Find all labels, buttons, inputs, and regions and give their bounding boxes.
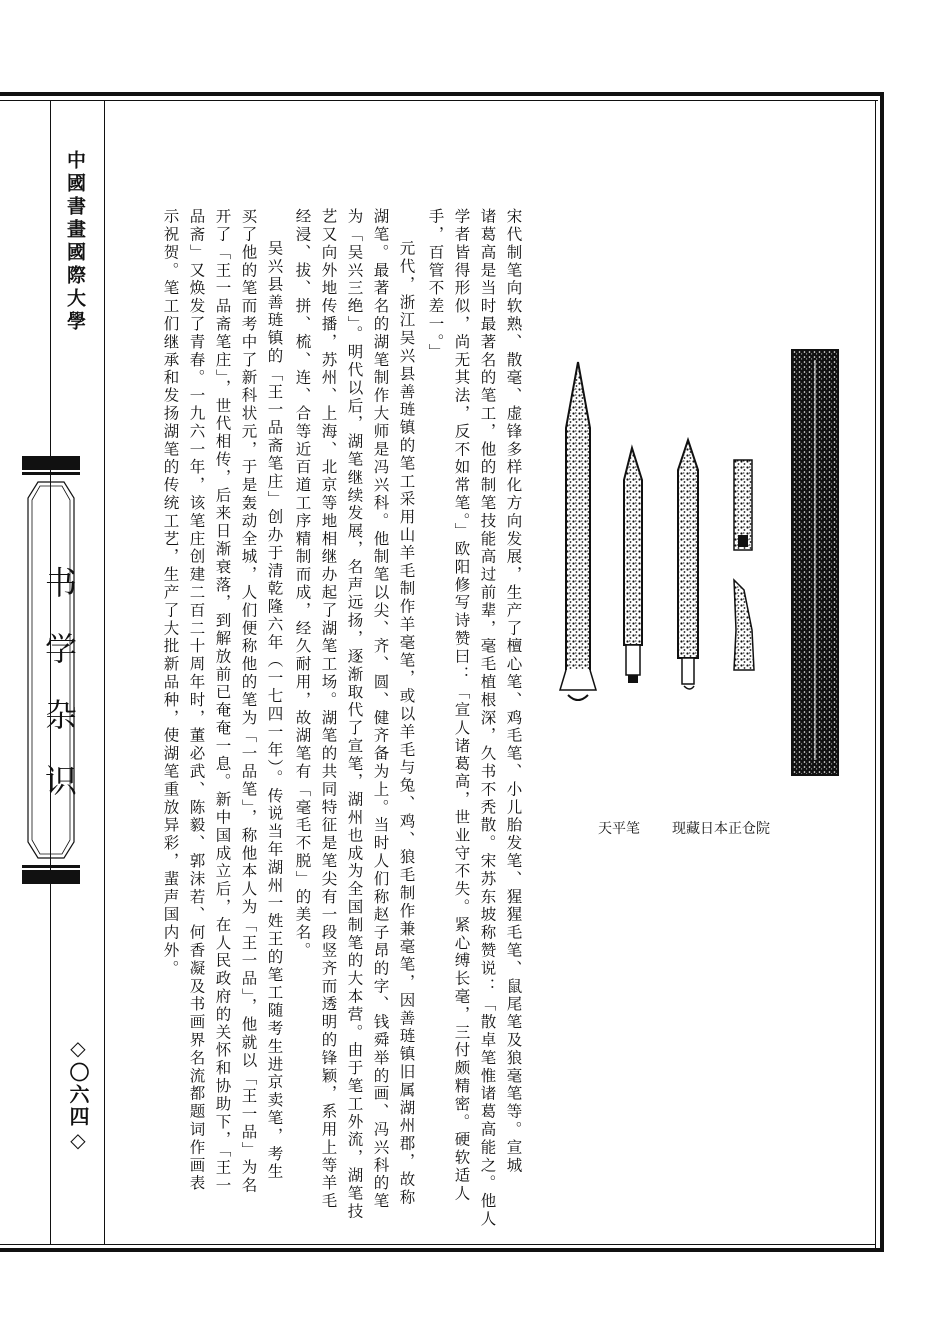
- text-column-13: 品斋」又焕发了青春。一九六一年，该笔庄创建二百二十周年时，董必武、陈毅、郭沫若、何香凝及书画界名流都题词作画表: [187, 208, 206, 1193]
- page-number: ◇〇六四◇: [66, 1036, 90, 1154]
- box-bar-bottom-thin: [22, 865, 80, 868]
- box-bar-bottom: [22, 870, 80, 884]
- brush-1: [560, 362, 596, 700]
- text-column-10: 吴兴县善琏镇的「王一品斋笔庄」创办于清乾隆六年（一七四一年）。传说当年湖州一姓王的笔工随考生进京卖笔，考生: [265, 240, 284, 1181]
- gutter-rule-right: [104, 100, 105, 1244]
- text-column-2: 诸葛高是当时最著名的笔工，他的制笔技能高过前辈，毫毛植根深，久书不秃散。宋苏东坡称赞说：「散卓笔惟诸葛高能之。他人: [478, 208, 497, 1229]
- section-title: 书学杂识: [40, 566, 78, 830]
- box-bar-top: [22, 456, 80, 470]
- text-column-6: 湖笔。最著名的湖笔制作大师是冯兴科。他制笔以尖、齐、圆、健齐备为上。当时人们称赵子昂的字、钱舜举的画、冯兴科的笔: [371, 208, 390, 1211]
- university-name: 中國書畫國際大學: [64, 150, 86, 334]
- frame-right-rule-thin: [875, 100, 876, 1248]
- frame-bottom-rule: [0, 1248, 884, 1252]
- text-column-9: 经浸、拔、拼、梳、连、合等近百道工序精制而成，经久耐用，故湖笔有「毫毛不脱」的美名。: [293, 208, 312, 960]
- box-bar-top-thin: [22, 472, 80, 475]
- frame-right-rule: [880, 92, 884, 1252]
- frame-top-rule-thin: [0, 100, 878, 101]
- text-column-1: 宋代制笔向软熟、散毫、虚锋多样化方向发展，生产了檀心笔、鸡毛笔、小儿胎发笔、猩猩毛笔、鼠尾笔及狼毫笔等。宣城: [504, 208, 523, 1175]
- text-column-8: 艺又向外地传播，苏州、上海、北京等地相继办起了湖笔工场。湖笔的共同特征是笔尖有一段竖齐而透明的锋颖，系用上等羊毛: [319, 208, 338, 1211]
- brush-4: [734, 460, 754, 670]
- figure-caption: 现藏日本正仓院: [672, 821, 770, 837]
- brush-5: [792, 350, 838, 775]
- text-column-3: 学者皆得形似，尚无其法，反不如常笔。」欧阳修写诗赞曰：「宣人诸葛高，世业守不失。紧心缚长毫，三付颇精密。硬软适人: [452, 208, 471, 1203]
- brush-illustration: [548, 340, 848, 780]
- frame-bottom-rule-thin: [0, 1244, 876, 1245]
- text-column-4: 手，百管不差一。」: [426, 208, 445, 362]
- text-column-11: 买了他的笔而考中了新科状元，于是轰动全城，人们便称他的笔为「一品笔」，称他本人为「王一品」，他就以「王一品」为名: [239, 208, 258, 1195]
- text-column-14: 示祝贺。笔工们继承和发扬湖笔的传统工艺，生产了大批新品种，使湖笔重放异彩，蜚声国内外。: [161, 208, 180, 978]
- frame-top-rule: [0, 92, 884, 96]
- text-column-7: 为「吴兴三绝」。明代以后，湖笔继续发展，名声远扬，逐渐取代了宣笔，湖州也成为全国制笔的大本营。由于笔工外流，湖笔技: [345, 208, 364, 1221]
- brush-2: [624, 448, 642, 683]
- text-column-12: 开了「王一品斋笔庄」，世代相传，后来日渐衰落，到解放前已奄奄一息。新中国成立后，在人民政府的关怀和协助下，「王一: [213, 208, 232, 1195]
- text-column-5: 元代，浙江吴兴县善琏镇的笔工采用山羊毛制作羊毫笔，或以羊毛与兔、鸡、狼毛制作兼毫笔，因善琏镇旧属湖州郡，故称: [397, 240, 416, 1207]
- brush-3: [678, 440, 698, 689]
- figure-label: 天平笔: [598, 821, 640, 837]
